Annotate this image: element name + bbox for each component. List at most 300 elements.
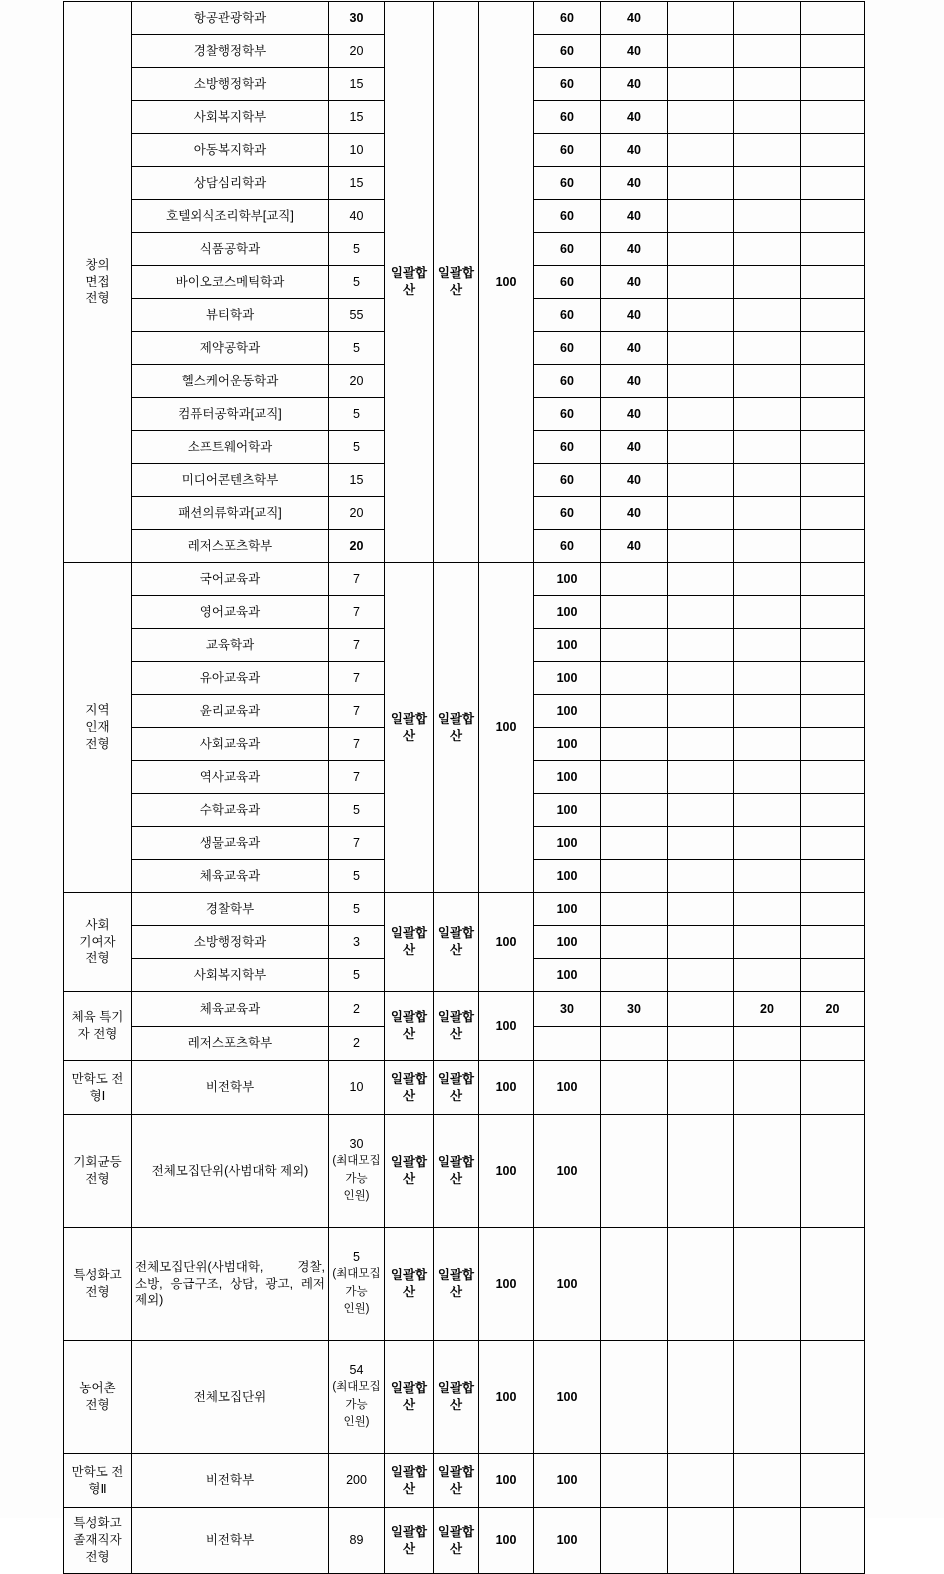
admission-type-cell [64,563,132,893]
score-cell-4 [734,134,801,167]
score-cell-4 [734,959,801,992]
score-cell-2 [601,563,668,596]
score-cell-2 [601,959,668,992]
batch-label-line: 산 [449,1172,463,1186]
quota-value: 15 [349,76,364,91]
score-cell-4 [734,794,801,827]
score-cell-1: 60 [534,365,601,398]
score-cell-4 [734,563,801,596]
admission-type-line: 체육 특기 [71,1010,124,1025]
score-cell-4 [734,893,801,926]
admission-type-line: 전형 [85,736,110,751]
score-cell-5 [801,398,865,431]
score-cell-1: 100 [534,926,601,959]
total-score-cell: 100 [479,992,534,1061]
score-cell-1: 60 [534,398,601,431]
score-cell-1: 100 [534,761,601,794]
batch-label-line: 일괄합 [437,1381,475,1396]
score-cell-3 [668,167,734,200]
score-cell-3 [668,101,734,134]
quota-value: 5 [353,802,360,817]
score-cell-4 [734,1341,801,1454]
admission-type-line: 형Ⅱ [88,1481,107,1496]
table-row [64,2,865,35]
department-cell: 비전학부 [132,1508,329,1574]
admission-type-cell [64,992,132,1061]
score-cell-5 [801,1115,865,1228]
score-cell-4 [734,827,801,860]
quota-value: 5 [353,1249,360,1264]
total-score-cell: 100 [479,1454,534,1508]
department-cell: 식품공학과 [132,233,329,266]
score-cell-5 [801,629,865,662]
score-cell-4 [734,35,801,68]
admission-type-cell [64,1061,132,1115]
score-cell-2 [601,761,668,794]
batch-label-line: 일괄합 [390,1010,428,1025]
quota-value: 10 [349,142,364,157]
quota-value: 200 [346,1473,367,1488]
score-cell-5 [801,596,865,629]
batch-label-line: 산 [449,1088,463,1103]
batch-label-line: 산 [402,1398,416,1412]
quota-value: 5 [353,439,360,454]
score-cell-3 [668,332,734,365]
quota-value: 89 [349,1533,364,1548]
quota-note-line: 인원) [343,1190,370,1203]
score-cell-4 [734,233,801,266]
department-cell: 윤리교육과 [132,695,329,728]
score-cell-1: 60 [534,497,601,530]
department-cell: 생물교육과 [132,827,329,860]
score-cell-3 [668,497,734,530]
score-cell-5 [801,332,865,365]
score-cell-5 [801,728,865,761]
quota-note-line: (최대모집 [332,1267,381,1280]
score-cell-4 [734,695,801,728]
batch-label-line: 산 [449,1398,463,1412]
department-cell: 아동복지학과 [132,134,329,167]
table-row [64,1228,865,1341]
score-cell-3 [668,464,734,497]
batch-label-line: 산 [402,1285,416,1299]
score-cell-2: 40 [601,233,668,266]
score-cell-5 [801,794,865,827]
batch-label-line: 일괄합 [390,926,428,941]
quota-value: 15 [349,472,364,487]
document-method-cell [385,563,434,893]
department-cell: 호텔외식조리학부[교직] [132,200,329,233]
admission-type-line: 형Ⅰ [89,1088,106,1103]
department-cell: 패션의류학과[교직] [132,497,329,530]
score-cell-5 [801,662,865,695]
score-cell-2: 30 [601,992,668,1027]
total-score-cell: 100 [479,1115,534,1228]
table-row [64,1061,865,1115]
score-cell-1: 100 [534,860,601,893]
quota-note-line: (최대모집 [332,1154,381,1167]
score-cell-2 [601,728,668,761]
score-cell-1: 100 [534,662,601,695]
score-cell-2: 40 [601,299,668,332]
admission-type-line: 인재 [85,720,110,735]
quota-cell [329,233,385,266]
quota-note-line: (최대모집 [332,1380,381,1393]
quota-value: 30 [349,10,364,25]
score-cell-3 [668,1454,734,1508]
quota-cell [329,992,385,1027]
score-cell-3 [668,893,734,926]
score-cell-2 [601,860,668,893]
score-cell-4 [734,200,801,233]
quota-value: 7 [353,604,360,619]
score-cell-5 [801,926,865,959]
score-cell-1: 100 [534,827,601,860]
quota-value: 7 [353,736,360,751]
score-cell-3 [668,1341,734,1454]
interview-method-cell [434,1454,479,1508]
quota-cell [329,1228,385,1341]
score-cell-1: 100 [534,695,601,728]
quota-cell [329,563,385,596]
score-cell-2: 40 [601,464,668,497]
quota-value: 2 [353,1001,360,1016]
score-cell-1: 100 [534,1115,601,1228]
quota-note-line: 인원) [343,1303,370,1316]
score-cell-3 [668,299,734,332]
batch-label-line: 산 [449,1285,463,1299]
admission-type-line: 만학도 전 [71,1464,124,1479]
quota-cell [329,794,385,827]
quota-value: 5 [353,340,360,355]
quota-value: 30 [349,1136,364,1151]
score-cell-3 [668,200,734,233]
quota-note-line: 가능 [345,1398,368,1411]
department-cell: 비전학부 [132,1454,329,1508]
department-cell: 헬스케어운동학과 [132,365,329,398]
score-cell-1: 60 [534,2,601,35]
score-cell-5 [801,563,865,596]
document-method-cell [385,1115,434,1228]
total-score-cell: 100 [479,1508,534,1574]
interview-method-cell [434,2,479,563]
batch-label-line: 산 [449,1481,463,1496]
quota-value: 5 [353,868,360,883]
department-cell: 상담심리학과 [132,167,329,200]
table-row [64,893,865,926]
department-cell: 비전학부 [132,1061,329,1115]
score-cell-5 [801,365,865,398]
score-cell-2 [601,1115,668,1228]
score-cell-4 [734,2,801,35]
score-cell-5: 20 [801,992,865,1027]
table-row [64,1341,865,1454]
department-cell: 사회복지학부 [132,959,329,992]
score-cell-1: 100 [534,1508,601,1574]
score-cell-3 [668,563,734,596]
admission-type-cell [64,893,132,992]
interview-method-cell [434,563,479,893]
quota-cell [329,959,385,992]
admission-type-line: 지역 [85,703,110,718]
total-score-cell: 100 [479,1228,534,1341]
batch-label-line: 산 [449,728,463,743]
admission-type-line: 만학도 전 [71,1071,124,1086]
score-cell-5 [801,233,865,266]
score-cell-1: 60 [534,200,601,233]
score-cell-2 [601,596,668,629]
quota-value: 7 [353,769,360,784]
batch-label-line: 일괄합 [437,1010,475,1025]
score-cell-1: 60 [534,68,601,101]
score-cell-2 [601,662,668,695]
batch-label-line: 산 [449,943,463,957]
quota-value: 7 [353,835,360,850]
score-cell-5 [801,695,865,728]
quota-value: 7 [353,571,360,586]
quota-cell [329,926,385,959]
score-cell-1: 100 [534,794,601,827]
score-cell-5 [801,530,865,563]
score-cell-4 [734,596,801,629]
score-cell-5 [801,1228,865,1341]
score-cell-5 [801,1454,865,1508]
score-cell-5 [801,101,865,134]
score-cell-5 [801,1027,865,1061]
quota-value: 15 [349,175,364,190]
score-cell-4 [734,266,801,299]
score-cell-5 [801,134,865,167]
score-cell-1: 60 [534,464,601,497]
score-cell-2: 40 [601,101,668,134]
quota-cell [329,860,385,893]
batch-label-line: 산 [449,1027,463,1041]
quota-value: 10 [349,1080,364,1095]
score-cell-1: 100 [534,563,601,596]
score-cell-5 [801,35,865,68]
quota-cell [329,35,385,68]
quota-value: 5 [353,406,360,421]
quota-value: 7 [353,670,360,685]
admission-type-line: 사회 [85,917,110,932]
score-cell-3 [668,1061,734,1115]
score-cell-5 [801,68,865,101]
admission-type-cell [64,2,132,563]
score-cell-4 [734,761,801,794]
score-cell-2 [601,1454,668,1508]
score-cell-2 [601,1228,668,1341]
admission-type-line: 특성화고 [73,1268,122,1283]
quota-value: 5 [353,967,360,982]
score-cell-4 [734,662,801,695]
department-cell: 제약공학과 [132,332,329,365]
department-cell: 미디어콘텐츠학부 [132,464,329,497]
score-cell-1: 100 [534,629,601,662]
quota-cell [329,464,385,497]
interview-method-cell [434,992,479,1061]
batch-label-line: 일괄합 [390,1524,428,1539]
batch-label-line: 산 [402,728,416,743]
quota-cell [329,134,385,167]
score-cell-4 [734,1115,801,1228]
score-cell-4 [734,497,801,530]
batch-label-line: 일괄합 [437,1268,475,1283]
quota-cell [329,596,385,629]
score-cell-3 [668,1508,734,1574]
score-cell-3 [668,695,734,728]
department-cell: 뷰티학과 [132,299,329,332]
score-cell-4 [734,1061,801,1115]
score-cell-3 [668,1228,734,1341]
quota-cell [329,398,385,431]
score-cell-4 [734,1508,801,1574]
quota-cell [329,530,385,563]
score-cell-4 [734,299,801,332]
score-cell-2: 40 [601,200,668,233]
batch-label-line: 일괄합 [437,1524,475,1539]
score-cell-5 [801,1061,865,1115]
score-cell-4 [734,926,801,959]
admission-type-cell [64,1341,132,1454]
score-cell-2: 40 [601,431,668,464]
score-cell-2 [601,926,668,959]
batch-label-line: 일괄합 [437,1155,475,1170]
quota-cell [329,662,385,695]
score-cell-4 [734,332,801,365]
admission-type-line: 졸재직자 [73,1533,122,1548]
batch-label-line: 일괄합 [390,1155,428,1170]
quota-cell [329,1454,385,1508]
batch-label-line: 산 [402,1541,416,1556]
quota-cell [329,1061,385,1115]
admission-type-line: 전형 [85,291,110,306]
quota-cell [329,728,385,761]
score-cell-4 [734,101,801,134]
score-cell-2: 40 [601,134,668,167]
table-row [64,992,865,1027]
score-cell-3 [668,992,734,1027]
score-cell-1: 60 [534,233,601,266]
quota-value: 2 [353,1036,360,1051]
total-score-cell: 100 [479,893,534,992]
quota-value: 20 [349,43,364,58]
score-cell-3 [668,662,734,695]
department-cell: 소프트웨어학과 [132,431,329,464]
score-cell-5 [801,464,865,497]
batch-label-line: 산 [449,1541,463,1556]
department-cell: 소방행정학과 [132,68,329,101]
quota-value: 7 [353,637,360,652]
score-cell-5 [801,167,865,200]
score-cell-2: 40 [601,332,668,365]
score-cell-1: 60 [534,530,601,563]
department-cell: 경찰학부 [132,893,329,926]
score-cell-2 [601,695,668,728]
admission-type-line: 전형 [85,1285,110,1299]
batch-label-line: 산 [402,1172,416,1186]
department-cell: 전체모집단위(사범대학, 경찰, 소방, 응급구조, 상담, 광고, 레저 제외) [132,1228,329,1341]
admission-type-cell [64,1228,132,1341]
score-cell-2 [601,629,668,662]
score-cell-2 [601,827,668,860]
quota-value: 20 [349,505,364,520]
department-cell: 체육교육과 [132,860,329,893]
score-cell-3 [668,1027,734,1061]
department-cell: 전체모집단위(사범대학 제외) [132,1115,329,1228]
quota-cell [329,1027,385,1061]
score-cell-5 [801,2,865,35]
score-cell-3 [668,431,734,464]
score-cell-3 [668,728,734,761]
quota-value: 20 [349,538,364,553]
batch-label-line: 일괄합 [437,1071,475,1086]
score-cell-4 [734,431,801,464]
score-cell-5 [801,1341,865,1454]
score-cell-4 [734,728,801,761]
score-cell-2: 40 [601,167,668,200]
score-cell-5 [801,761,865,794]
score-cell-5 [801,431,865,464]
score-cell-3 [668,35,734,68]
document-method-cell [385,1454,434,1508]
document-method-cell [385,1341,434,1454]
quota-cell [329,1508,385,1574]
score-cell-1: 100 [534,1341,601,1454]
quota-value: 20 [349,373,364,388]
score-cell-4 [734,1027,801,1061]
interview-method-cell [434,1508,479,1574]
quota-cell [329,431,385,464]
score-cell-5 [801,1508,865,1574]
score-cell-2: 40 [601,2,668,35]
department-cell: 소방행정학과 [132,926,329,959]
quota-cell [329,68,385,101]
score-cell-2 [601,1341,668,1454]
score-cell-1: 100 [534,1061,601,1115]
department-cell: 항공관광학과 [132,2,329,35]
total-score-cell: 100 [479,1061,534,1115]
interview-method-cell [434,1061,479,1115]
score-cell-2 [601,1508,668,1574]
quota-value: 55 [349,307,364,322]
department-cell: 사회복지학부 [132,101,329,134]
department-cell: 체육교육과 [132,992,329,1027]
score-cell-1: 30 [534,992,601,1027]
quota-cell [329,365,385,398]
score-cell-1: 100 [534,596,601,629]
admission-type-line: 기여자 [79,934,116,949]
score-cell-4 [734,398,801,431]
quota-note-line: 인원) [343,1416,370,1429]
quota-value: 5 [353,241,360,256]
score-cell-1: 100 [534,728,601,761]
admission-type-cell [64,1508,132,1574]
admission-type-line: 자 전형 [77,1027,118,1041]
quota-cell [329,167,385,200]
quota-value: 54 [349,1362,364,1377]
department-cell: 수학교육과 [132,794,329,827]
admission-type-line: 농어촌 [79,1381,116,1396]
score-cell-5 [801,860,865,893]
batch-label-line: 일괄합 [437,266,475,281]
score-cell-3 [668,68,734,101]
score-cell-5 [801,299,865,332]
total-score-cell: 100 [479,2,534,563]
table-row [64,1115,865,1228]
score-cell-3 [668,233,734,266]
document-method-cell [385,1228,434,1341]
score-cell-2: 40 [601,530,668,563]
